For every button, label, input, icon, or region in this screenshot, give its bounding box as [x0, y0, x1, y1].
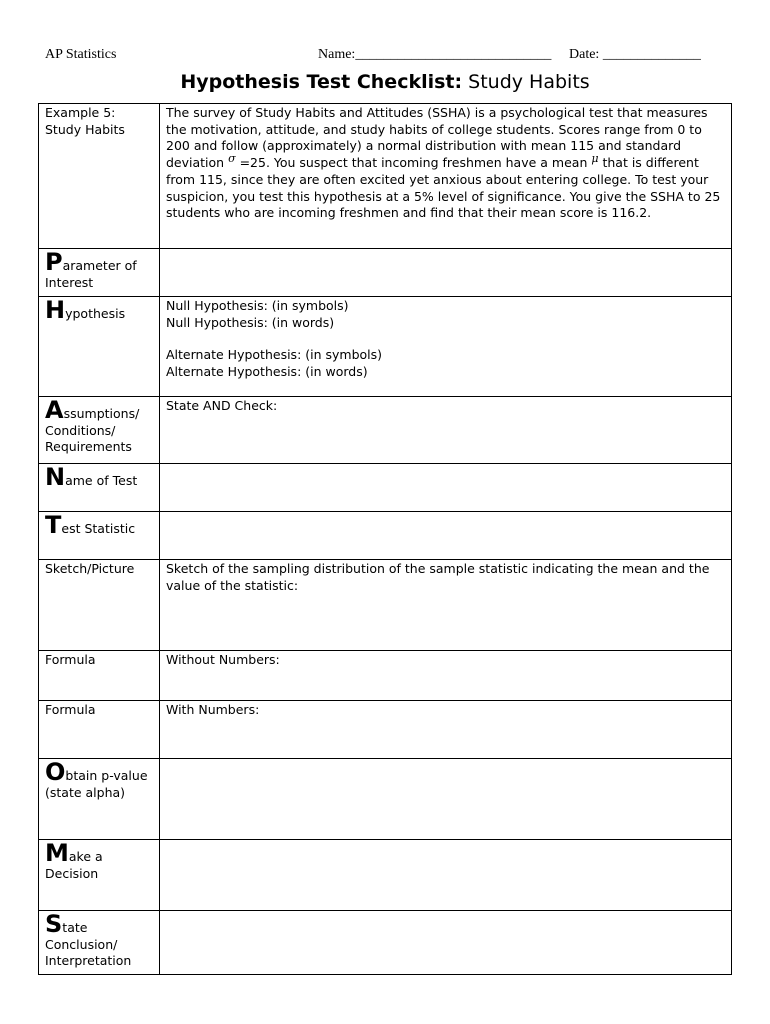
row-formula-with	[39, 701, 732, 759]
row-sketch	[39, 560, 732, 651]
test-statistic-label-rest: est Statistic	[61, 521, 136, 536]
state-letter: S	[45, 910, 63, 938]
assumptions-label	[39, 397, 160, 464]
state-answer[interactable]	[160, 911, 732, 975]
name-of-test-answer[interactable]	[160, 464, 732, 512]
example-text-part3: that is different from 115, since they are often excited yet anxious about entering college. To test your suspicion, you test this hypothesis at a 5% level of significance. You give the SSHA to 25 students who are incoming freshmen and find that their mean score is 116.2.	[166, 154, 721, 220]
row-hypothesis	[39, 297, 732, 397]
example-text-part2: =25. You suspect that incoming freshmen have a mean	[235, 154, 592, 170]
row-test-statistic	[39, 512, 732, 560]
state-label-rest: tate Conclusion/ Interpretation	[45, 920, 132, 968]
assumptions-letter: A	[45, 396, 64, 424]
name-of-test-label	[39, 464, 160, 512]
formula-with-prompt: With Numbers:	[166, 702, 260, 717]
test-statistic-letter: T	[45, 511, 62, 539]
obtain-letter: O	[45, 758, 66, 786]
formula-label-2: Formula	[39, 701, 160, 759]
assumptions-answer[interactable]	[160, 397, 732, 464]
title-rest: Study Habits	[462, 71, 590, 93]
sketch-prompt: Sketch of the sampling distribution of the sample statistic indicating the mean and the value of the statistic:	[166, 561, 710, 593]
alt-symbols-prompt: Alternate Hypothesis: (in symbols)	[166, 347, 383, 362]
hypothesis-letter: H	[45, 296, 66, 324]
date-field: Date: ______________	[569, 47, 701, 62]
state-label	[39, 911, 160, 975]
row-example	[39, 104, 732, 249]
formula-with-answer[interactable]	[160, 701, 732, 759]
assumptions-prompt: State AND Check:	[166, 398, 278, 413]
name-of-test-label-rest: ame of Test	[65, 473, 138, 488]
example-label-line1: Example 5:	[45, 105, 116, 120]
obtain-label-rest: btain p-value (state alpha)	[45, 768, 148, 800]
example-text-part1: The survey of Study Habits and Attitudes (SSHA) is a psychological test that measures the motivation, attitude, and study habits of college students. Scores range from 0 to 200 and follow (approximately) a normal distribution with mean 115 and standard deviation	[166, 105, 708, 170]
example-label-line2: Study Habits	[45, 121, 125, 137]
parameter-label	[39, 249, 160, 297]
make-label-rest: ake a Decision	[45, 849, 103, 881]
parameter-label-rest: arameter of Interest	[45, 258, 137, 290]
hypothesis-label-rest: ypothesis	[65, 306, 126, 321]
formula-without-prompt: Without Numbers:	[166, 652, 280, 667]
course-label: AP Statistics	[45, 47, 117, 62]
obtain-label	[39, 759, 160, 840]
test-statistic-label	[39, 512, 160, 560]
test-statistic-answer[interactable]	[160, 512, 732, 560]
row-state	[39, 911, 732, 975]
assumptions-label-rest: ssumptions/ Conditions/ Requirements	[45, 406, 140, 454]
null-symbols-prompt: Null Hypothesis: (in symbols)	[166, 298, 349, 313]
row-assumptions	[39, 397, 732, 464]
hypothesis-label	[39, 297, 160, 397]
make-letter: M	[45, 839, 69, 867]
name-of-test-letter: N	[45, 463, 66, 491]
name-field: Name:____________________________	[318, 47, 552, 62]
row-name-of-test	[39, 464, 732, 512]
sketch-label: Sketch/Picture	[39, 560, 160, 651]
checklist-table	[38, 103, 732, 975]
formula-without-answer[interactable]	[160, 651, 732, 701]
page-title	[0, 71, 770, 93]
parameter-letter: P	[45, 248, 63, 276]
parameter-answer[interactable]	[160, 249, 732, 297]
formula-label-1: Formula	[39, 651, 160, 701]
title-bold: Hypothesis Test Checklist:	[180, 71, 463, 93]
row-formula-without	[39, 651, 732, 701]
alt-words-prompt: Alternate Hypothesis: (in words)	[166, 363, 368, 379]
obtain-answer[interactable]	[160, 759, 732, 840]
hypothesis-answer[interactable]	[160, 297, 732, 397]
make-label	[39, 840, 160, 911]
mu-symbol: μ	[591, 151, 599, 165]
make-answer[interactable]	[160, 840, 732, 911]
null-words-prompt: Null Hypothesis: (in words)	[166, 314, 335, 330]
row-obtain	[39, 759, 732, 840]
row-parameter	[39, 249, 732, 297]
sigma-symbol: σ	[228, 151, 236, 165]
example-text	[160, 104, 732, 249]
row-make	[39, 840, 732, 911]
sketch-answer[interactable]	[160, 560, 732, 651]
example-label	[39, 104, 160, 249]
